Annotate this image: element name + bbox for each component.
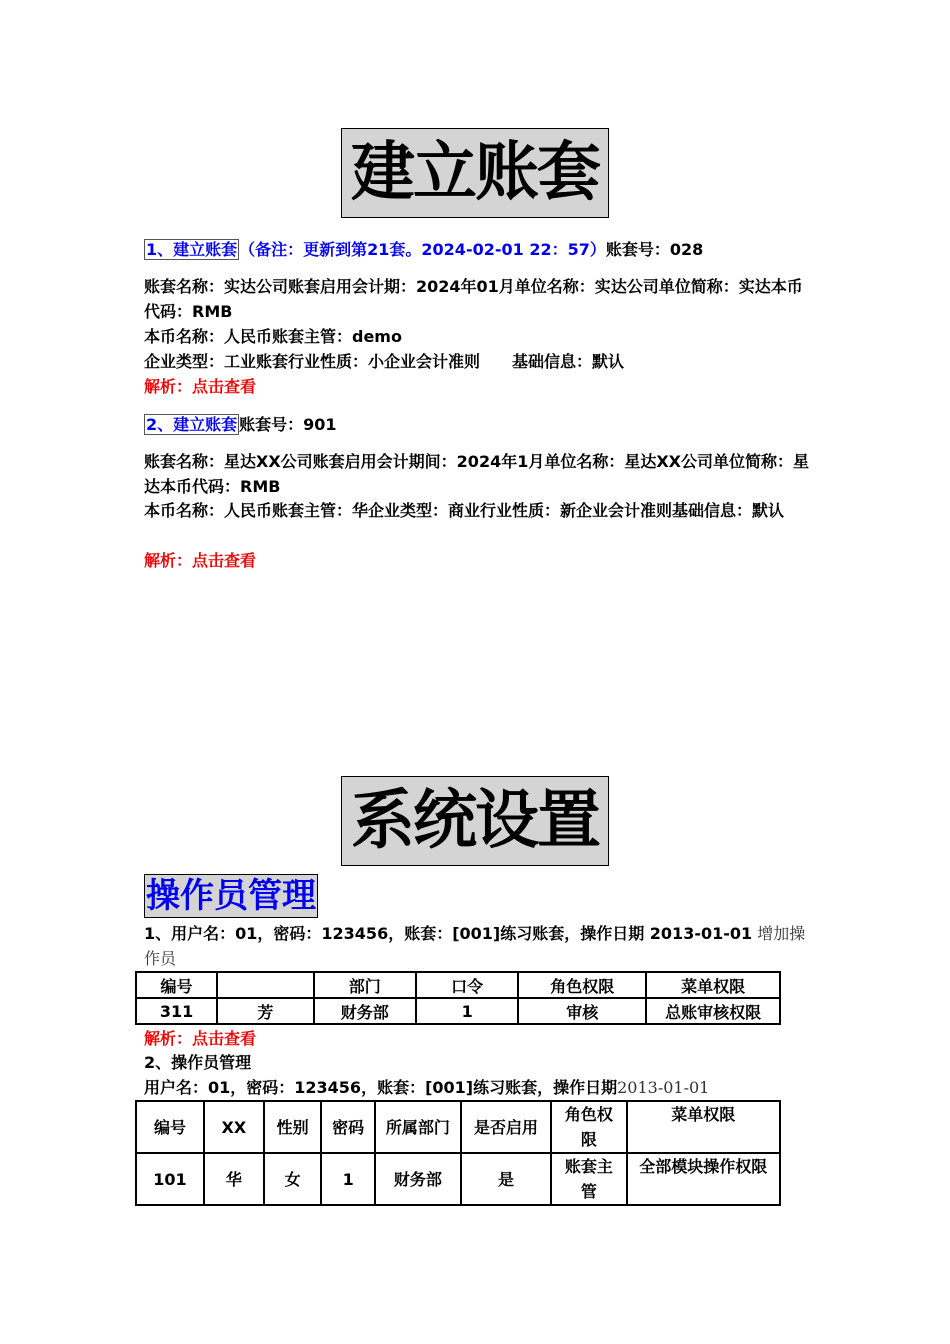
intro1-plain: 增加操作员 [144, 924, 806, 968]
table2-header-cell: 角色权限 [551, 1101, 626, 1153]
table2-header-cell: 密码 [321, 1101, 375, 1153]
operator-table-2 [135, 1100, 781, 1206]
item2-account-no: 账套号：901 [239, 415, 337, 434]
table1-header-cell [217, 972, 313, 998]
item2-title: 2、操作员管理 [144, 1053, 252, 1072]
table2-header-cell: 是否启用 [461, 1101, 551, 1153]
item1-note: （备注：更新到第21套。2024-02-01 22：57） [239, 240, 606, 259]
item1-line3: 企业类型：工业账套行业性质：小企业会计准则 基础信息：默认 [144, 352, 625, 371]
item1-line2: 本币名称：人民币账套主管：demo [144, 327, 402, 346]
table2-header-row [136, 1101, 780, 1153]
intro2-bold: 用户名：01，密码：123456，账套：[001]练习账套，操作日期 [144, 1078, 618, 1097]
table2-cell: 1 [321, 1153, 375, 1205]
table2-header-cell: 菜单权限 [627, 1101, 780, 1153]
table1-header-cell: 部门 [314, 972, 416, 998]
table1-cell: 审核 [518, 998, 646, 1024]
intro2-plain: 2013-01-01 [617, 1078, 710, 1097]
item1-link[interactable]: 1、建立账套 [146, 240, 238, 259]
table2-header-cell: 所属部门 [375, 1101, 461, 1153]
table2-cell: 101 [136, 1153, 204, 1205]
table1-header-cell: 菜单权限 [646, 972, 780, 998]
section-title-system-settings: 系统设置 [341, 776, 609, 866]
item2-line2: 本币名称：人民币账套主管：华企业类型：商业行业性质：新企业会计准则基础信息：默认 [144, 501, 785, 520]
table1-cell: 芳 [217, 998, 313, 1024]
table2-header-cell: 性别 [264, 1101, 321, 1153]
operator-table-1 [135, 971, 781, 1025]
table2-cell: 是 [461, 1153, 551, 1205]
table-row [136, 1153, 780, 1205]
item1-analysis-link[interactable]: 解析：点击查看 [144, 377, 257, 396]
item2-header [144, 412, 337, 437]
item2-link[interactable]: 2、建立账套 [146, 415, 238, 434]
table2-cell: 华 [204, 1153, 264, 1205]
item2-details: 账套名称：星达XX公司账套启用会计期间：2024年1月单位名称：星达XX公司单位简称：星达本币代码：RMB [144, 452, 810, 496]
intro2 [144, 1075, 709, 1100]
table2-cell: 全部模块操作权限 [627, 1153, 780, 1205]
section-title-setup-account: 建立账套 [341, 128, 609, 218]
table2-cell: 财务部 [375, 1153, 461, 1205]
table2-cell: 账套主管 [551, 1153, 626, 1205]
table1-analysis-link[interactable]: 解析：点击查看 [144, 1029, 257, 1048]
table1-cell: 311 [136, 998, 217, 1024]
table1-header-cell: 编号 [136, 972, 217, 998]
table-row [136, 998, 780, 1024]
table1-cell: 总账审核权限 [646, 998, 780, 1024]
item1-header [144, 237, 703, 262]
table1-cell: 财务部 [314, 998, 416, 1024]
item2-analysis-link[interactable]: 解析：点击查看 [144, 551, 257, 570]
intro1-bold: 1、用户名：01，密码：123456，账套：[001]练习账套，操作日期 2013-01-01 [144, 924, 753, 943]
table2-header-cell: XX [204, 1101, 264, 1153]
table1-header-row [136, 972, 780, 998]
table1-header-cell: 角色权限 [518, 972, 646, 998]
intro1 [144, 921, 810, 971]
item1-account-no: 账套号：028 [605, 240, 704, 259]
item1-details: 账套名称：实达公司账套启用会计期：2024年01月单位名称：实达公司单位简称：实达本币代码：RMB [144, 277, 803, 321]
table1-cell: 1 [416, 998, 518, 1024]
operator-management-heading: 操作员管理 [146, 876, 316, 916]
table2-header-cell: 编号 [136, 1101, 204, 1153]
table2-cell: 女 [264, 1153, 321, 1205]
table1-header-cell: 口令 [416, 972, 518, 998]
